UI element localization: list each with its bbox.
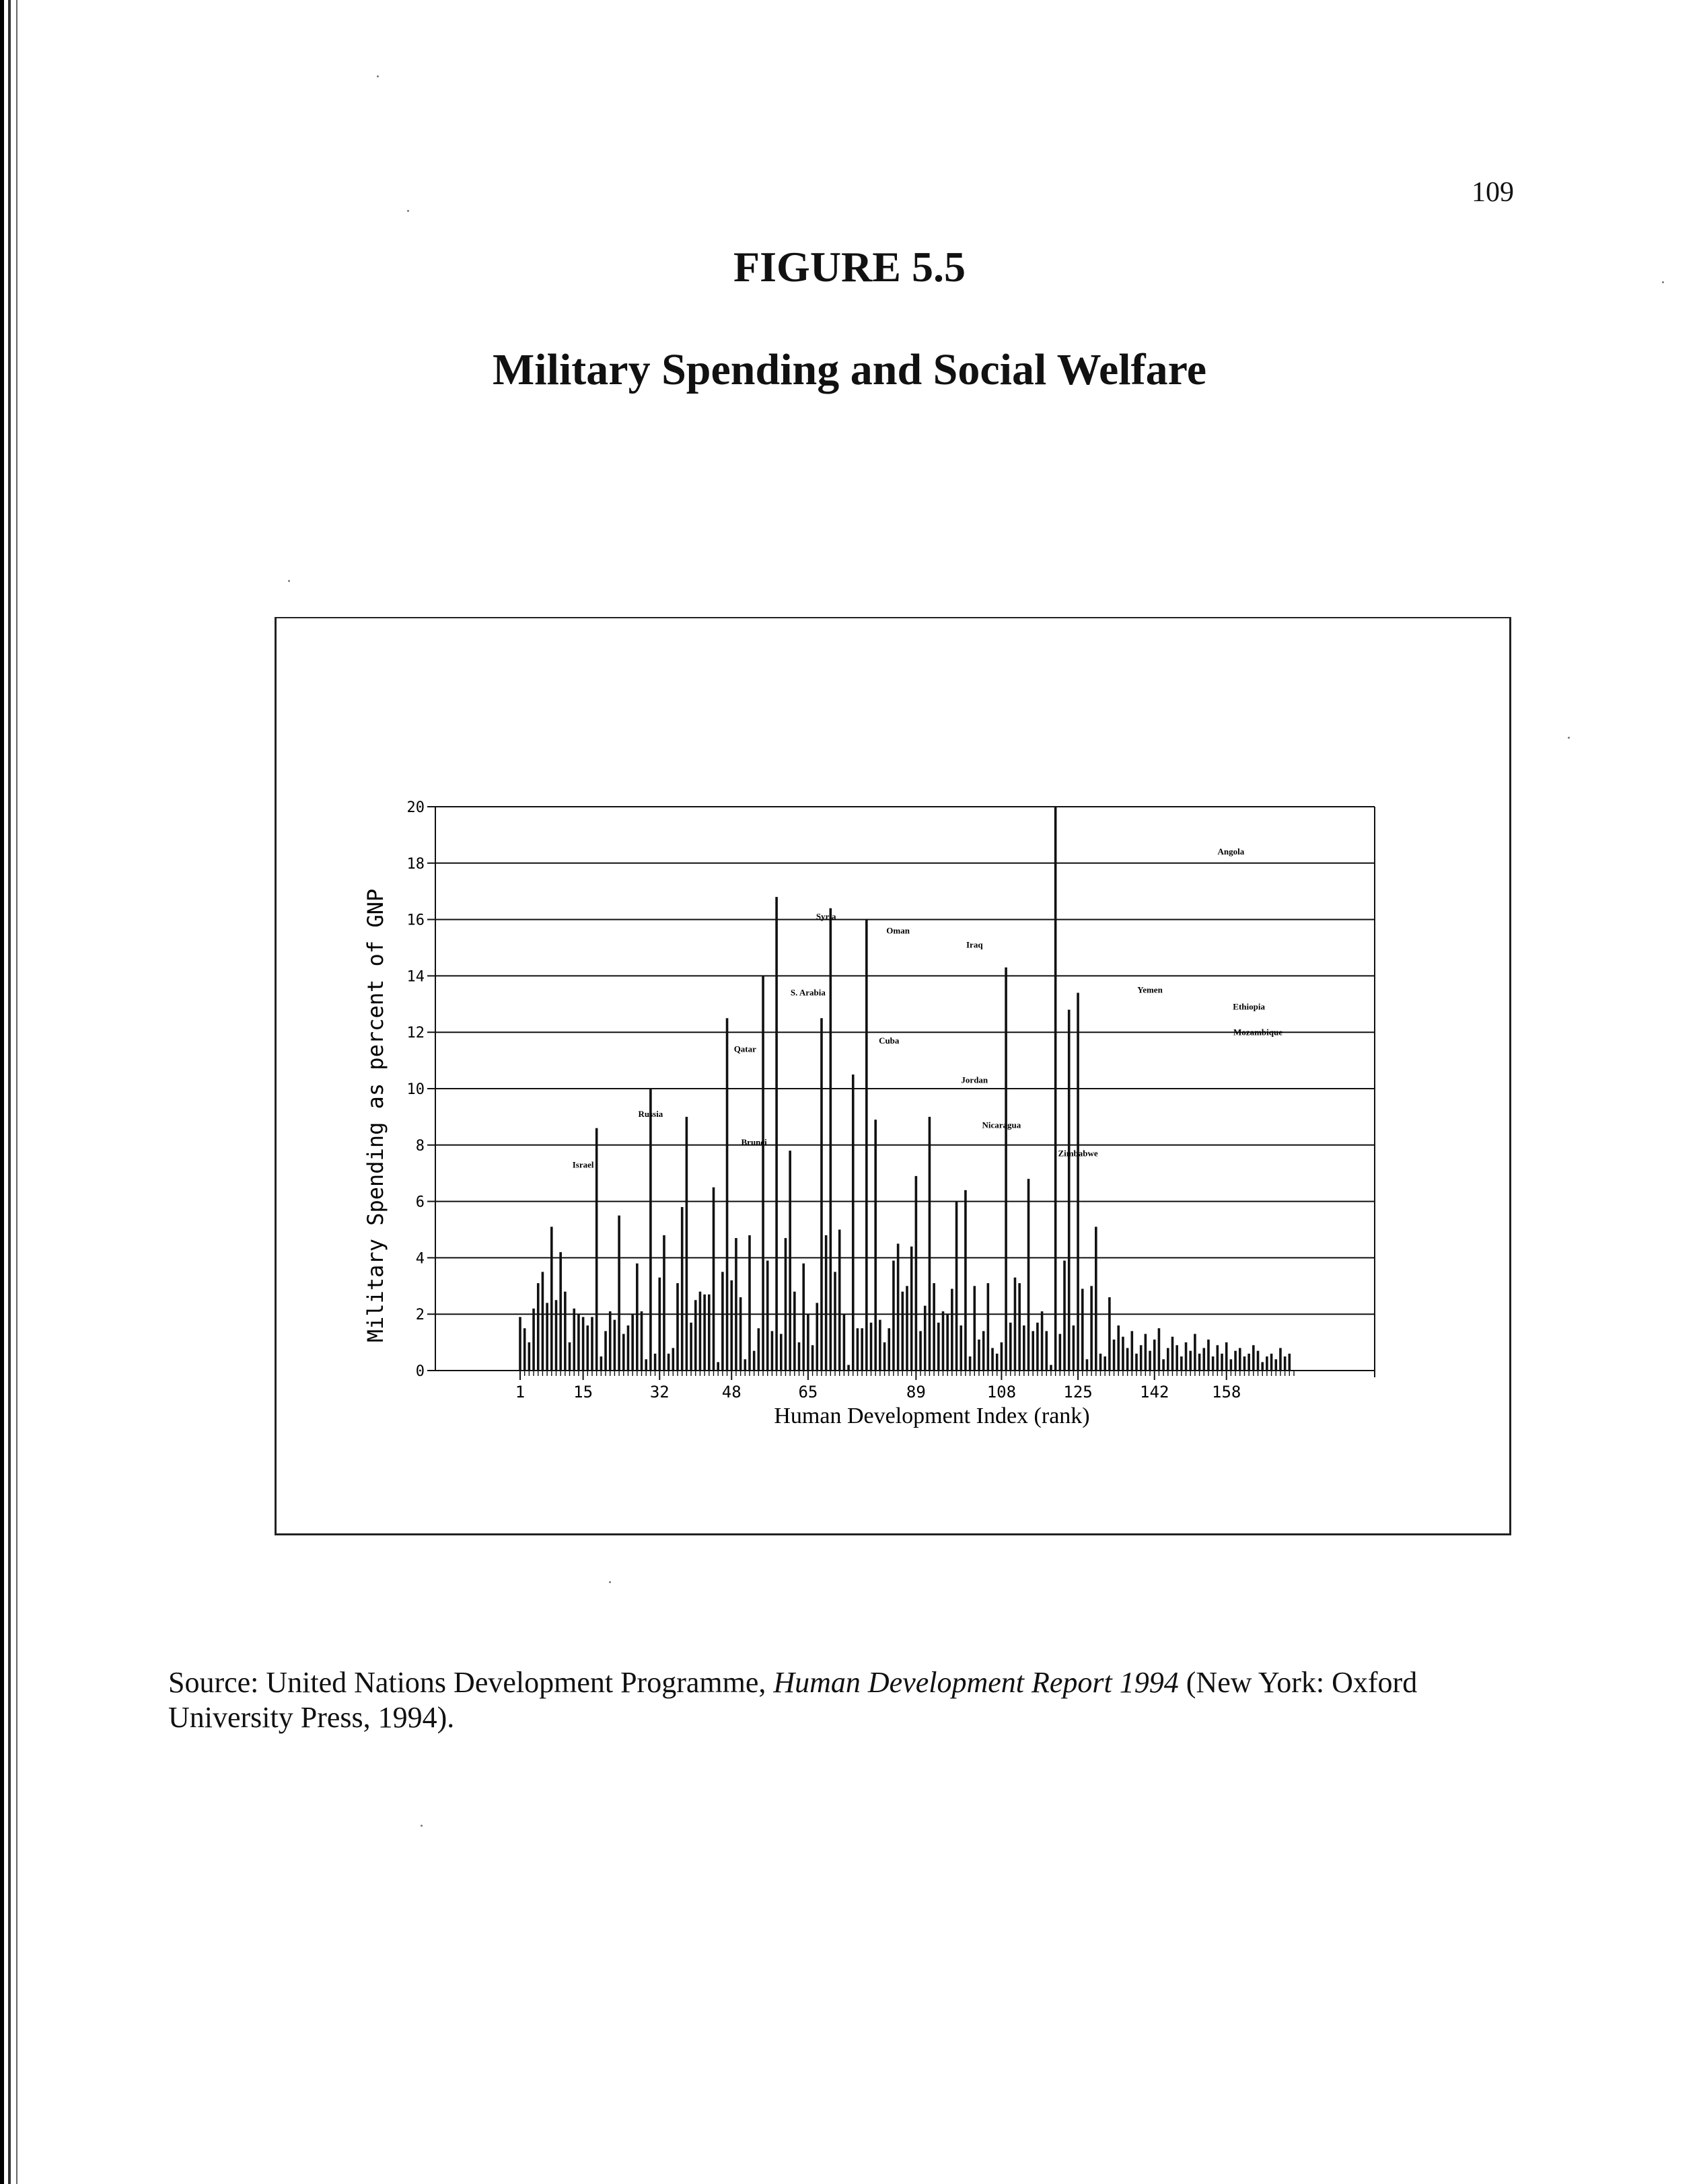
bar [1266,1356,1268,1371]
bar [775,897,778,1371]
y-tick-label: 8 [415,1137,425,1155]
country-annotation: Zimbabwe [1058,1148,1098,1159]
bar [1234,1351,1237,1371]
scan-speck [288,580,290,582]
bar [1068,1010,1071,1371]
bar [1176,1345,1178,1371]
y-tick-label: 18 [406,855,425,873]
source-work: Human Development Report 1994 [773,1666,1179,1699]
bar [1171,1337,1174,1371]
bar [753,1351,756,1371]
bar [546,1303,548,1371]
bar [532,1309,535,1371]
bar [1212,1356,1215,1371]
bar [1153,1340,1156,1371]
y-tick-label: 14 [406,968,425,986]
page-number: 109 [1472,177,1514,208]
bar [830,908,832,1371]
bar [564,1292,567,1371]
bar [1108,1297,1111,1371]
bar [960,1325,962,1371]
bar [1274,1359,1277,1371]
bar [1041,1311,1044,1371]
scan-speck [407,210,409,212]
bar [1145,1334,1147,1371]
bar [1045,1331,1048,1371]
bar [834,1272,836,1371]
bar [744,1359,747,1371]
scan-speck [609,1581,611,1583]
bar [577,1314,580,1371]
bar [793,1292,796,1371]
bar [857,1328,859,1371]
bar [780,1334,783,1371]
bar [906,1286,908,1371]
bar [694,1300,697,1371]
bar [969,1356,972,1371]
bar [641,1311,643,1371]
bar [802,1264,805,1371]
bar [1230,1359,1233,1371]
bar [1023,1325,1025,1371]
bar [964,1190,967,1371]
bar [847,1365,850,1371]
country-annotation: S. Arabia [790,987,826,998]
bar [910,1247,913,1371]
bar [663,1235,665,1371]
page-binding-edge [0,0,27,2184]
bar [649,1089,652,1371]
country-annotation: Syria [816,911,836,922]
bar [748,1235,751,1371]
bar [771,1331,774,1371]
x-axis-label: Human Development Index (rank) [774,1404,1090,1428]
bar [762,976,764,1371]
bar [609,1311,612,1371]
bar [982,1331,985,1371]
country-annotation: Mozambique [1233,1027,1282,1038]
bar [1117,1325,1120,1371]
bar [789,1151,791,1371]
bar [929,1117,931,1371]
bar [595,1128,598,1371]
bar [865,920,868,1371]
bar [951,1288,953,1371]
x-tick-label: 125 [1063,1383,1093,1402]
bar [1063,1261,1066,1371]
bar [1221,1354,1223,1371]
bar [645,1359,647,1371]
bar [739,1297,742,1371]
bar [1261,1362,1264,1371]
country-annotation: Cuba [879,1035,900,1046]
country-annotation: Yemen [1137,984,1163,995]
bar [811,1345,814,1371]
bar [1162,1359,1165,1371]
bar [973,1286,976,1371]
bar [672,1348,675,1371]
bar [600,1356,603,1371]
y-tick-label: 0 [415,1363,425,1380]
bar [758,1328,760,1371]
bar [1027,1179,1030,1371]
country-annotation: Brunei [741,1136,767,1147]
bar [604,1331,607,1371]
bar [897,1243,900,1371]
bar [1284,1356,1287,1371]
bar [1077,993,1079,1371]
x-tick-label: 48 [721,1383,742,1402]
bar [1059,1334,1062,1371]
scan-speck [421,1825,423,1827]
bar [1081,1288,1084,1371]
y-tick-label: 4 [415,1250,425,1268]
bar [1198,1354,1201,1371]
bar [1252,1345,1255,1371]
bar [523,1328,526,1371]
bar [1009,1323,1012,1371]
bar [631,1314,634,1371]
bar [1104,1356,1106,1371]
source-suffix: (New York: Oxford University Press, 1994). [168,1666,1418,1734]
country-annotation: Qatar [733,1044,756,1054]
bar [614,1320,616,1371]
bar [861,1328,863,1371]
country-annotation: Nicaragua [982,1120,1021,1130]
bar [622,1334,625,1371]
bar [978,1340,980,1371]
source-note [168,1665,1514,1735]
scan-speck [1568,737,1570,739]
bar [1239,1348,1241,1371]
x-tick-label: 89 [906,1383,926,1402]
bar [874,1120,877,1371]
bar [1194,1334,1196,1371]
bar [1180,1356,1183,1371]
country-annotation: Ethiopia [1233,1001,1265,1012]
bar [636,1264,639,1371]
bar [654,1354,657,1371]
bar [852,1075,855,1371]
bar [838,1230,841,1371]
bar [1099,1354,1102,1371]
scan-speck [377,75,379,77]
bar [1090,1286,1093,1371]
bar [717,1362,719,1371]
bar [1167,1348,1169,1371]
y-tick-label: 16 [406,912,425,929]
source-prefix: Source: United Nations Development Programme, [168,1666,766,1699]
bar [766,1261,769,1371]
bar [542,1272,544,1371]
bar [519,1317,521,1371]
bar [870,1323,873,1371]
bar [1158,1328,1161,1371]
bar [1270,1354,1273,1371]
y-axis-label: Military Spending as percent of GNP [363,888,388,1343]
bar [1126,1348,1129,1371]
chart-frame [275,617,1511,1535]
bar [1149,1351,1151,1371]
y-tick-label: 6 [415,1194,425,1211]
y-tick-label: 2 [415,1307,425,1324]
bar [946,1314,949,1371]
bar [937,1323,940,1371]
bar [1005,968,1007,1371]
bar [721,1272,724,1371]
bar [820,1018,823,1371]
bar [550,1227,553,1371]
bar [591,1317,593,1371]
bar [676,1283,679,1371]
bar [618,1216,620,1371]
country-annotation: Angola [1217,846,1245,857]
bar [1001,1342,1003,1371]
x-tick-label: 142 [1140,1383,1169,1402]
bar [1050,1365,1052,1371]
bar [996,1354,999,1371]
bar [987,1283,990,1371]
bar [892,1261,895,1371]
bar [955,1202,958,1371]
bar [1131,1331,1134,1371]
figure-label: FIGURE 5.5 [733,243,966,291]
bar [1054,807,1057,1371]
country-annotation: Israel [572,1159,594,1170]
bar [1248,1354,1250,1371]
y-tick-label: 12 [406,1025,425,1042]
bar [825,1235,828,1371]
bar [1014,1278,1017,1371]
x-tick-label: 158 [1212,1383,1241,1402]
bar [888,1328,890,1371]
bar [699,1292,702,1371]
bar [1086,1359,1089,1371]
country-annotation: Iraq [966,939,983,950]
y-tick-label: 10 [406,1081,425,1098]
bar [627,1325,630,1371]
bar [933,1283,935,1371]
bar [991,1348,994,1371]
bar [1279,1348,1282,1371]
bar [843,1314,846,1371]
bar [686,1117,688,1371]
bar [537,1283,540,1371]
bar [708,1295,711,1371]
bar [942,1311,945,1371]
bar [726,1018,729,1371]
country-annotation: Jordan [961,1075,988,1085]
bar [816,1303,818,1371]
x-tick-label: 15 [573,1383,593,1402]
bar [1289,1354,1291,1371]
bar [1122,1337,1124,1371]
bar [1073,1325,1075,1371]
y-tick-label: 20 [406,799,425,816]
bar [582,1317,585,1371]
bar [902,1292,904,1371]
bar [1257,1351,1260,1371]
bar [730,1280,733,1371]
bar [690,1323,692,1371]
bar [1032,1331,1034,1371]
bar [1189,1351,1192,1371]
bar [658,1278,661,1371]
bar [667,1354,670,1371]
bar [785,1238,787,1371]
bar [1185,1342,1188,1371]
bar [915,1176,918,1371]
bar [713,1188,715,1371]
bar [1113,1340,1116,1371]
bar [1036,1323,1039,1371]
bar-chart [277,618,1509,1533]
bar [879,1320,881,1371]
bar [681,1207,684,1371]
bar [1243,1356,1246,1371]
country-annotation: Russia [638,1108,663,1119]
x-tick-label: 32 [649,1383,670,1402]
bar [559,1252,562,1371]
x-tick-label: 65 [798,1383,818,1402]
bar [1140,1345,1143,1371]
x-tick-label: 1 [515,1383,526,1402]
figure-title: Military Spending and Social Welfare [493,345,1206,394]
bar [1207,1340,1210,1371]
bar [703,1295,706,1371]
bar [555,1300,558,1371]
bar [1095,1227,1097,1371]
bar [735,1238,737,1371]
bar [1202,1348,1205,1371]
bar [528,1342,531,1371]
bar [798,1342,801,1371]
bar [573,1309,575,1371]
bar [1018,1283,1021,1371]
bar [569,1342,571,1371]
scan-speck [1662,281,1664,283]
bar [924,1306,927,1371]
x-tick-label: 108 [986,1383,1017,1402]
bar [807,1314,809,1371]
bar [586,1325,589,1371]
bar [1135,1354,1138,1371]
bar [919,1331,922,1371]
bar [1217,1345,1219,1371]
bar [1225,1342,1228,1371]
country-annotation: Oman [886,925,910,936]
bar [883,1342,886,1371]
